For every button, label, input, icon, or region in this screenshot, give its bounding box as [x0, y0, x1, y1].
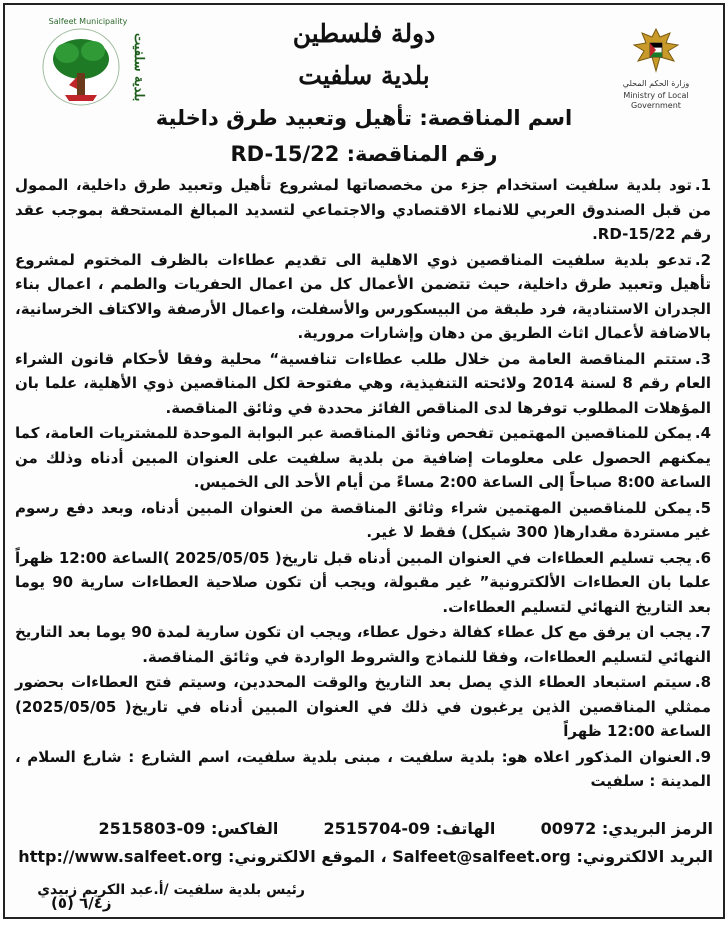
clause-9 — [15, 745, 711, 794]
clause-text: تود بلدية سلفيت استخدام جزء من مخصصاتها لمشروع تأهيل وتعبيد طرق داخلية، الممول من قبل الصندوق العربي للانماء الاقتصادي والاجتماعي لتسديد المبالغ المستحقة بموجب عقد رقم 22/RD-15. — [15, 176, 711, 243]
country-title: دولة فلسطين — [292, 19, 436, 48]
postal-value: 00972 — [540, 819, 597, 838]
clause-5 — [15, 496, 711, 545]
contact-row-1 — [13, 815, 713, 843]
clause-number: 4. — [694, 424, 711, 442]
clause-number: 3. — [694, 349, 711, 368]
clause-text: يمكن للمناقصين المهتمين تفحص وثائق المناقصة عبر البوابة الموحدة للمشتريات العامة، كما يمكنهم الحصول على معلومات إضافية من بلدية سلفيت على العنوان المبين أدناه وذلك من الساعة 8:00 صباحاً إلى الساعة 2:00 مساءً من أيام الأحد الى الخميس. — [15, 424, 711, 491]
tender-number: رقم المناقصة: 22/RD-15 — [230, 142, 498, 166]
clause-text: يجب ان يرفق مع كل عطاء كفالة دخول عطاء، ويجب ان تكون سارية لمدة 90 يوما بعد التاريخ النهائي لتسليم العطاءات، وفقا للنماذج والشروط الواردة في وثائق المناقصة. — [15, 623, 711, 666]
clause-number: 2. — [694, 250, 711, 269]
ministry-caption-en: Ministry of Local Government — [623, 91, 689, 110]
clause-number: 8. — [694, 673, 711, 691]
email-value[interactable]: Salfeet@salfeet.org — [392, 847, 571, 866]
clause-2 — [15, 248, 711, 346]
website-label: الموقع الالكتروني: — [228, 847, 375, 866]
ministry-caption-ar: وزارة الحكم المحلي — [622, 79, 690, 88]
fax-label: الفاكس: — [210, 819, 279, 838]
clause-number: 7. — [694, 623, 711, 641]
phone-value: 09-2515704 — [323, 819, 431, 838]
website-value[interactable]: http://www.salfeet.org — [18, 847, 223, 866]
clause-1 — [15, 173, 711, 247]
clauses-list — [15, 173, 711, 795]
clause-number: 1. — [694, 176, 711, 194]
email-label: البريد الالكتروني: — [576, 847, 713, 866]
clause-7 — [15, 620, 711, 669]
fax-value: 09-2515803 — [98, 819, 206, 838]
contact-row-2: البريد الالكتروني: Salfeet@salfeet.org ، الموقع الالكتروني: http://www.salfeet.org — [18, 847, 713, 866]
clause-text: العنوان المذكور اعلاه هو: بلدية سلفيت ، مبنى بلدية سلفيت، اسم الشارع : شارع السلام ، المدينة : سلفيت — [15, 747, 711, 790]
clause-text: سيتم استبعاد العطاء الذي يصل بعد التاريخ والوقت المحددين، وسيتم فتح العطاءات بحضور ممثلي المناقصين الذين يرغبون في ذلك في العنوان المبين أدناه في تاريخ( 2025/05/05) الساعة 12:00 ظهراً — [15, 673, 711, 740]
clause-3 — [15, 347, 711, 421]
publication-code: ز٦/٤ (٥) — [51, 894, 112, 912]
postal-label: الرمز البريدي: — [601, 819, 713, 838]
logo-arc-text: Salfeet Municipality — [48, 17, 128, 26]
clause-number: 5. — [694, 498, 711, 517]
clause-number: 6. — [694, 548, 711, 567]
clause-8 — [15, 670, 711, 744]
contact-info — [13, 815, 713, 871]
clause-text: ستتم المناقصة العامة من خلال طلب عطاءات تنافسية“ محلية وفقا لأحكام قانون الشراء العام رقم 8 لسنة 2014 ولائحته التنفيذية، وهي مفتوحة لكل المناقصين ذوي الأهلية، علما بان المؤهلات المطلوب توفرها لدى المناقص الفائز محددة في وثائق المناقصة. — [15, 349, 711, 417]
signature: رئيس بلدية سلفيت /أ.عبد الكريم زبيدي — [37, 882, 305, 898]
clause-text: تدعو بلدية سلفيت المناقصين ذوي الاهلية الى تقديم عطاءات بالظرف المختوم لمشروع تأهيل وتعبيد طرق داخلية، حيث تتضمن الأعمال كل من اعمال الحفريات والطمم ، اعمال بناء الجدران الاستنادية، فرد طبقة من البيسكورس والأسفلت، واعمال الأرصفة والاكتاف الخرسانية، بالاضافة لأعمال اثاث الطريق من دهان وإشارات مرورية. — [15, 250, 711, 342]
clause-text: يجب تسليم العطاءات في العنوان المبين أدناه قبل تاريخ( 2025/05/05 )الساعة 12:00 ظهراً علما بان العطاءات الألكترونية” غير مقبولة، ويجب أن تكون صلاحية العطاءات سارية 90 يوما بعد التاريخ النهائي لتسليم العطاءات. — [15, 548, 711, 616]
clause-6 — [15, 546, 711, 620]
phone-label: الهاتف: — [435, 819, 496, 838]
tender-name: اسم المناقصة: تأهيل وتعبيد طرق داخلية — [155, 106, 573, 130]
clause-number: 9. — [694, 747, 711, 766]
clause-4 — [15, 421, 711, 495]
logo-brand-text: بلدية سلفيت — [131, 33, 146, 102]
tender-announcement — [3, 3, 725, 919]
municipality-title: بلدية سلفيت — [298, 61, 430, 90]
clause-text: يمكن للمناقصين المهتمين شراء وثائق المناقصة من العنوان المبين أدناه، وبعد دفع رسوم غير مستردة مقدارها( 300 شيكل) فقط لا غير. — [15, 498, 711, 541]
